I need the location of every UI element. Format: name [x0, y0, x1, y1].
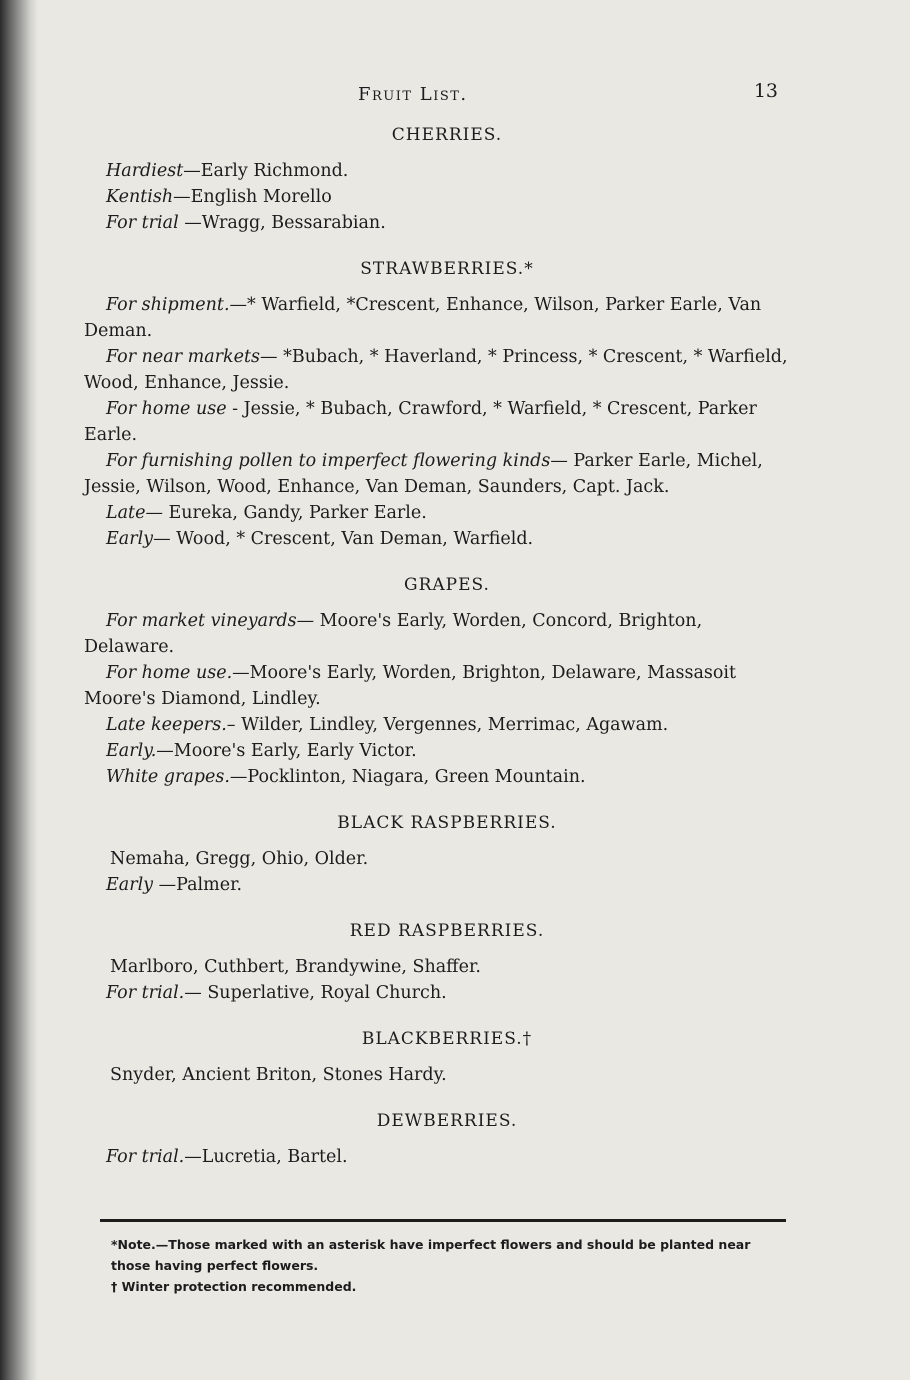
section-title: STRAWBERRIES.*: [360, 259, 534, 279]
list-entry: [84, 526, 790, 552]
entry-text: —* Warfield, *Crescent, Enhance, Wilson, Parker Earle, Van Deman.: [84, 295, 762, 341]
entry-text: —Moore's Early, Early Victor.: [156, 741, 417, 761]
entry-text: —Wragg, Bessarabian.: [178, 213, 386, 233]
list-entry: [84, 764, 790, 790]
list-entry: [84, 980, 790, 1006]
page-number: 13: [753, 80, 778, 102]
entry-text: —English Morello: [173, 187, 332, 207]
entry-text: – Wilder, Lindley, Vergennes, Merrimac, Agawam.: [226, 715, 669, 735]
entry-text: - Jessie, * Bubach, Crawford, * Warfield, * Crescent, Parker Earle.: [84, 399, 757, 445]
list-entry: [84, 500, 790, 526]
entry-lead: Late keepers.: [106, 715, 227, 735]
entry-lead: Kentish: [106, 187, 174, 207]
entry-text: — Wood, * Crescent, Van Deman, Warfield.: [153, 529, 534, 549]
entry-lead: For shipment.: [106, 295, 230, 315]
entry-lead: White grapes.: [106, 767, 230, 787]
entry-lead: Late: [106, 503, 146, 523]
list-entry: [84, 344, 790, 396]
section-red-raspberries: [84, 918, 790, 1006]
entry-lead: For near markets: [106, 347, 261, 367]
entry-text: — Moore's Early, Worden, Concord, Brighton, Delaware.: [84, 611, 703, 657]
section-black-raspberries: [84, 810, 790, 898]
entry-lead: For trial: [106, 213, 179, 233]
entry-text: —Moore's Early, Worden, Brighton, Delaware, Massasoit Moore's Diamond, Lindley.: [84, 663, 737, 709]
section-blackberries: [84, 1026, 790, 1088]
section-title: BLACK RASPBERRIES.: [337, 813, 557, 833]
entry-lead: For trial.: [106, 1147, 185, 1167]
page-body: [84, 78, 790, 1170]
entry-text: — *Bubach, * Haverland, * Princess, * Crescent, * Warfield, Wood, Enhance, Jessie.: [84, 347, 788, 393]
section-strawberries: [84, 256, 790, 552]
list-entry: [84, 184, 790, 210]
footnotes: [97, 1234, 793, 1297]
variety-list: Marlboro, Cuthbert, Brandywine, Shaffer.: [110, 957, 481, 977]
section-dewberries: [84, 1108, 790, 1170]
list-entry: [84, 292, 790, 344]
section-cherries: [84, 122, 790, 236]
section-title: CHERRIES.: [391, 125, 503, 145]
variety-list: Nemaha, Gregg, Ohio, Older.: [110, 849, 369, 869]
entry-text: —Lucretia, Bartel.: [184, 1147, 348, 1167]
entry-lead: Early: [106, 875, 154, 895]
list-entry: [84, 608, 790, 660]
entry-lead: For furnishing pollen to imperfect flowering kinds: [106, 451, 551, 471]
page-header: [84, 78, 790, 108]
footnote-asterisk: *Note.—Those marked with an asterisk have imperfect flowers and should be planted near those having perfect flowers.: [111, 1237, 751, 1273]
book-spine-shadow: [0, 0, 38, 1380]
entry-text: — Superlative, Royal Church.: [184, 983, 447, 1003]
list-entry: [84, 660, 790, 712]
entry-lead: For home use.: [106, 663, 233, 683]
entry-text: — Eureka, Gandy, Parker Earle.: [145, 503, 427, 523]
entry-lead: Early.: [106, 741, 157, 761]
list-entry: [84, 396, 790, 448]
entry-lead: Early: [106, 529, 154, 549]
entry-text: —Palmer.: [153, 875, 243, 895]
entry-lead: For market vineyards: [106, 611, 297, 631]
list-entry: [84, 158, 790, 184]
list-entry: [84, 738, 790, 764]
list-entry: [84, 712, 790, 738]
entry-text: —Pocklinton, Niagara, Green Mountain.: [229, 767, 586, 787]
section-title: DEWBERRIES.: [376, 1111, 518, 1131]
running-title: Fruit List.: [358, 84, 468, 105]
entry-text: —Early Richmond.: [183, 161, 349, 181]
entry-text: — Parker Earle, Michel, Jessie, Wilson, Wood, Enhance, Van Deman, Saunders, Capt. Jack.: [84, 451, 763, 497]
section-title: GRAPES.: [404, 575, 490, 595]
footnote-divider: [100, 1219, 786, 1222]
list-entry: [84, 872, 790, 898]
section-grapes: [84, 572, 790, 790]
list-entry: [84, 1144, 790, 1170]
list-entry: [84, 210, 790, 236]
list-entry: [84, 448, 790, 500]
footnote-dagger: † Winter protection recommended.: [111, 1279, 357, 1294]
section-title: RED RASPBERRIES.: [349, 921, 545, 941]
variety-list: Snyder, Ancient Briton, Stones Hardy.: [110, 1065, 447, 1085]
section-title: BLACKBERRIES.†: [361, 1029, 533, 1049]
entry-lead: Hardiest: [106, 161, 184, 181]
entry-lead: For home use: [106, 399, 227, 419]
entry-lead: For trial.: [106, 983, 185, 1003]
